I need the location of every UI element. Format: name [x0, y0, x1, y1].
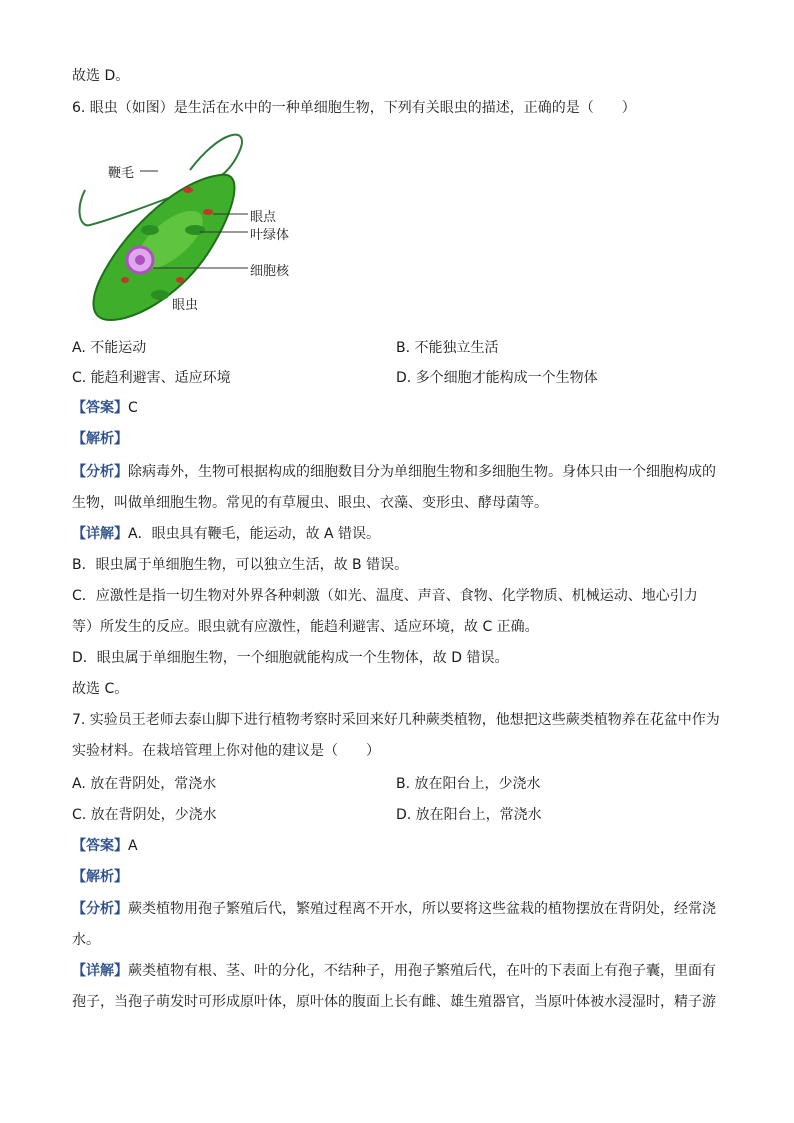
question-6: 6. 眼虫（如图）是生活在水中的一种单细胞生物，下列有关眼虫的描述，正确的是（ ） — [72, 100, 636, 116]
q6-analysis-line — [72, 429, 128, 449]
q7-fenxi-line-2: 水。 — [72, 932, 100, 948]
q6-fenxi-line-1 — [72, 462, 716, 482]
fenxi-tag: 【分析】 — [72, 901, 128, 917]
detail-text: 蕨类植物有根、茎、叶的分化，不结种子，用孢子繁殖后代，在叶的下表面上有孢子囊，里面有 — [128, 963, 716, 979]
q6-detail-d: D．眼虫属于单细胞生物，一个细胞就能构成一个生物体，故 D 错误。 — [72, 650, 509, 666]
q7-option-d: D. 放在阳台上，常浇水 — [396, 807, 542, 823]
question-7-line-2: 实验材料。在栽培管理上你对他的建议是（ ） — [72, 743, 380, 759]
q7-detail-line-2: 孢子，当孢子萌发时可形成原叶体，原叶体的腹面上长有雌、雄生殖器官，当原叶体被水浸湿时，精子游 — [72, 994, 716, 1010]
answer-tag: 【答案】 — [72, 400, 128, 416]
q7-option-b: B. 放在阳台上，少浇水 — [396, 776, 541, 792]
q7-option-a: A. 放在背阴处，常浇水 — [72, 776, 217, 792]
answer-value: C — [128, 400, 138, 416]
chloroplast-label: 叶绿体 — [250, 228, 290, 243]
detail-tag: 【详解】 — [72, 963, 128, 979]
detail-text: A．眼虫具有鞭毛，能运动，故 A 错误。 — [128, 526, 381, 542]
q6-fenxi-line-2: 生物，叫做单细胞生物。常见的有草履虫、眼虫、衣藻、变形虫、酵母菌等。 — [72, 495, 548, 511]
q6-option-b: B. 不能独立生活 — [396, 340, 499, 356]
q6-answer-line — [72, 398, 138, 418]
q6-option-d: D. 多个细胞才能构成一个生物体 — [396, 370, 598, 386]
conclusion-prev: 故选 D。 — [72, 68, 130, 84]
q6-detail-b: B．眼虫属于单细胞生物，可以独立生活，故 B 错误。 — [72, 557, 409, 573]
euglena-figure — [70, 130, 310, 330]
detail-tag: 【详解】 — [72, 526, 128, 542]
q7-answer-line — [72, 836, 138, 856]
eyespot-shape — [203, 209, 213, 215]
eyespot-label: 眼点 — [250, 210, 277, 225]
flagellum-label: 鞭毛 — [108, 166, 135, 181]
q6-option-a: A. 不能运动 — [72, 340, 147, 356]
q6-option-c: C. 能趋利避害、适应环境 — [72, 370, 231, 386]
chloroplast-shape — [151, 290, 169, 300]
q7-fenxi-line-1 — [72, 899, 716, 919]
question-7-line-1: 7. 实验员王老师去泰山脚下进行植物考察时采回来好几种蕨类植物，他想把这些蕨类植物养在花盆中作为 — [72, 712, 720, 728]
q6-detail-a — [72, 524, 380, 544]
q6-detail-c1: C．应激性是指一切生物对外界各种刺激（如光、温度、声音、食物、化学物质、机械运动、地心引力 — [72, 588, 698, 604]
fenxi-text: 除病毒外，生物可根据构成的细胞数目分为单细胞生物和多细胞生物。身体只由一个细胞构成的 — [128, 464, 716, 480]
analysis-tag: 【解析】 — [72, 869, 128, 885]
nucleus-label: 细胞核 — [250, 264, 290, 279]
fenxi-text: 蕨类植物用孢子繁殖后代，繁殖过程离不开水，所以要将这些盆栽的植物摆放在背阴处，经常浇 — [128, 901, 716, 917]
answer-value: A — [128, 838, 138, 854]
q7-detail-line-1 — [72, 961, 716, 981]
answer-tag: 【答案】 — [72, 838, 128, 854]
figure-caption: 眼虫 — [172, 298, 199, 313]
red-granule — [121, 277, 129, 283]
red-granule — [183, 187, 193, 193]
q7-option-c: C. 放在背阴处，少浇水 — [72, 807, 217, 823]
chloroplast-shape — [141, 225, 159, 235]
nucleolus-shape — [135, 255, 145, 265]
q6-conclusion: 故选 C。 — [72, 681, 129, 697]
q6-detail-c2: 等）所发生的反应。眼虫就有应激性，能趋利避害、适应环境，故 C 正确。 — [72, 619, 539, 635]
q7-analysis-line — [72, 867, 128, 887]
chloroplast-shape — [185, 225, 205, 235]
analysis-tag: 【解析】 — [72, 431, 128, 447]
red-granule — [176, 277, 184, 283]
fenxi-tag: 【分析】 — [72, 464, 128, 480]
